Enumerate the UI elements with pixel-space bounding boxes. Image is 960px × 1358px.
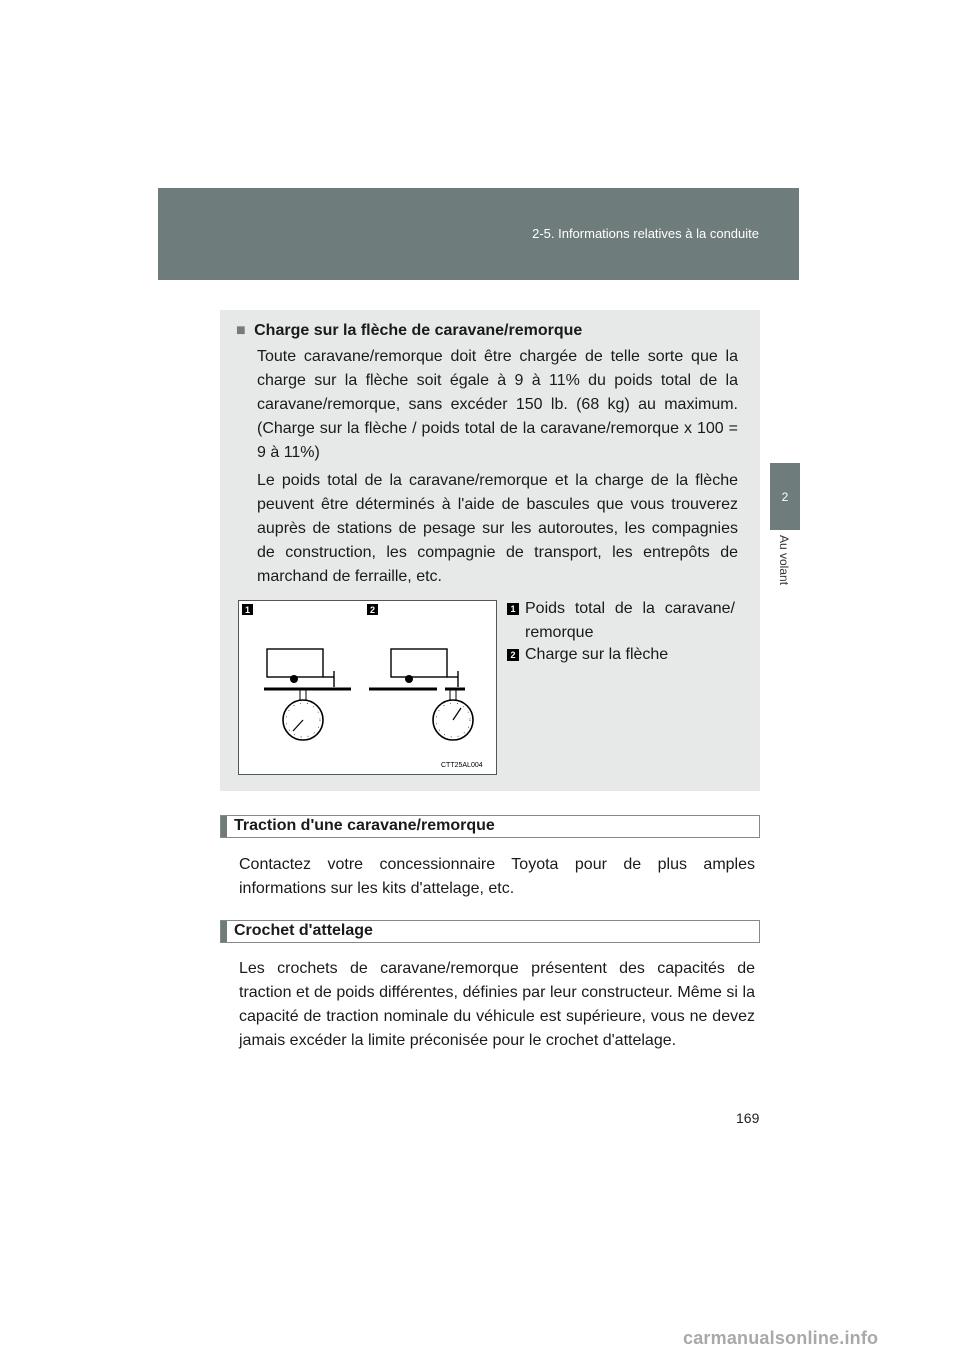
figure-badge-1-text: 1 bbox=[244, 605, 251, 615]
legend-text-1: Poids total de la caravane/ remorque bbox=[525, 600, 735, 641]
section-heading-towing bbox=[220, 815, 760, 838]
note-paragraph-1: Toute caravane/remorque doit être chargée de telle sorte que la charge sur la flèche soit égale à 9 à 11% du poids total de la caravane/remorque, sans excéder 150 lb. (68 kg) au maximum. (Charge sur la flèche / poids total de la caravane/remorque x 100 = 9 à 11%) bbox=[257, 348, 738, 461]
section-body-towing: Contactez votre concessionnaire Toyota pour de plus amples informations sur les kits d'attelage, etc. bbox=[239, 856, 755, 897]
trailer-total-weight-drawing bbox=[264, 649, 351, 740]
tongue-weight-figure bbox=[238, 600, 497, 775]
figure-badge-2-text: 2 bbox=[369, 605, 376, 615]
chapter-number: 2 bbox=[781, 489, 789, 504]
scale-illustration bbox=[239, 601, 496, 774]
chapter-label: Au volant bbox=[777, 535, 791, 586]
figure-badge-1 bbox=[242, 604, 253, 615]
section-body-hitch: Les crochets de caravane/remorque présentent des capacités de traction et de poids différentes, définies par leur constructeur. Même si la capacité de traction nominale du véhicule est supérieure, vous ne devez jamais excéder la limite préconisée pour le crochet d'attelage. bbox=[239, 960, 755, 1049]
square-bullet-icon: ■ bbox=[236, 322, 246, 339]
figure-code: CTT25AL004 bbox=[441, 762, 483, 769]
note-paragraph-2: Le poids total de la caravane/remorque et la charge de la flèche peuvent être déterminés à l'aide de bascules que vous trouverez auprès de stations de pesage sur les autoroutes, les compagnies de construction, les compagnie de transport, les entrepôts de marchand de ferraille, etc. bbox=[257, 472, 738, 585]
tongue-weight-drawing bbox=[369, 649, 473, 740]
watermark: carmanualsonline.info bbox=[683, 1328, 879, 1348]
legend-text-2: Charge sur la flèche bbox=[525, 646, 669, 663]
legend-badge-1: 1 bbox=[507, 603, 519, 615]
note-heading bbox=[236, 322, 582, 340]
legend-item-1 bbox=[507, 597, 740, 645]
page-number: 169 bbox=[736, 1110, 760, 1126]
chapter-tab bbox=[770, 463, 800, 530]
section-title: 2-5. Informations relatives à la conduite bbox=[532, 226, 759, 241]
section-heading-towing-text: Traction d'une caravane/remorque bbox=[234, 817, 495, 834]
section-accent bbox=[221, 921, 227, 942]
section-heading-hitch bbox=[220, 920, 760, 943]
figure-badge-2 bbox=[367, 604, 378, 615]
legend-item-2 bbox=[507, 643, 740, 667]
legend-badge-2: 2 bbox=[507, 649, 519, 661]
note-heading-text: Charge sur la flèche de caravane/remorque bbox=[254, 322, 583, 339]
section-accent bbox=[221, 816, 227, 837]
section-heading-hitch-text: Crochet d'attelage bbox=[234, 922, 373, 939]
note-box bbox=[220, 310, 760, 791]
header-band bbox=[158, 188, 799, 280]
